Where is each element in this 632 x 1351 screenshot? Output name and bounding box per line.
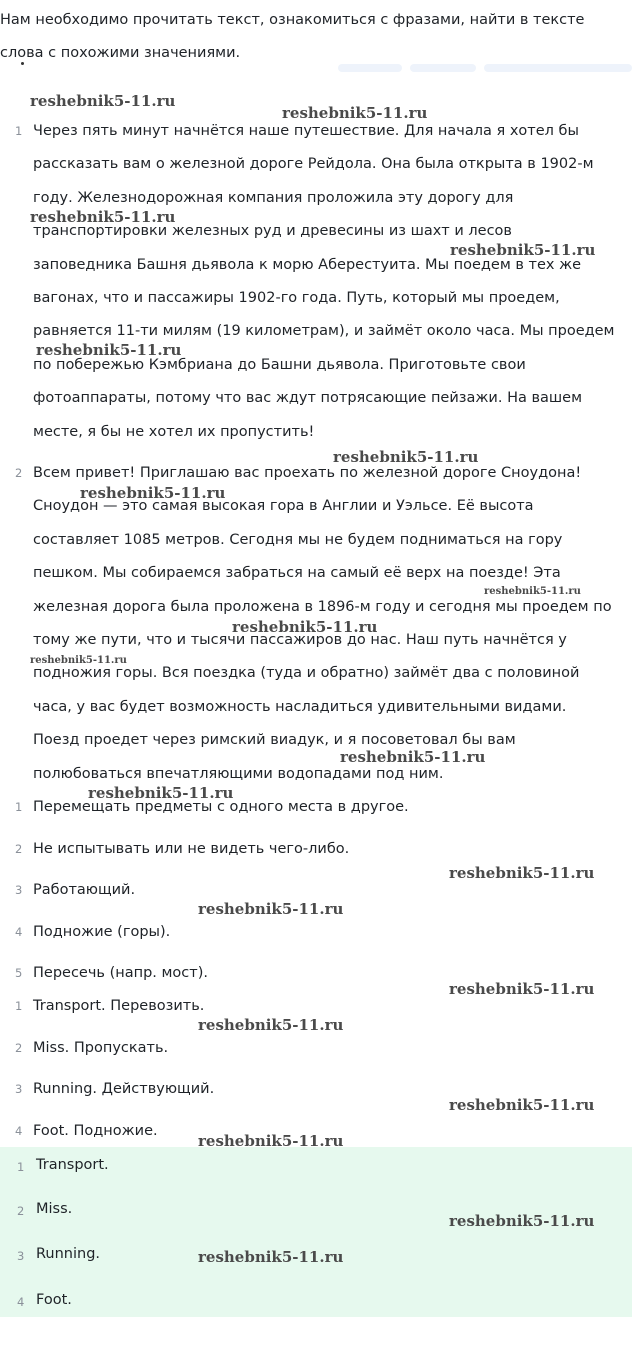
item-text: Работающий. <box>33 882 136 898</box>
watermark: reshebnik5-11.ru <box>333 448 479 466</box>
item-text: Transport. Перевозить. <box>33 998 205 1014</box>
item-number: 1 <box>15 800 23 814</box>
watermark: reshebnik5-11.ru <box>88 784 234 802</box>
item-number: 4 <box>15 1124 23 1138</box>
item-text: Подножие (горы). <box>33 924 171 940</box>
passage-number: 1 <box>15 124 23 138</box>
item-number: 1 <box>15 999 23 1013</box>
item-text: Miss. Пропускать. <box>33 1040 169 1056</box>
watermark: reshebnik5-11.ru <box>449 980 595 998</box>
task-instruction: Нам необходимо прочитать текст, ознакомиться с фразами, найти в тексте слова с похожими значениями. <box>0 12 585 61</box>
watermark: reshebnik5-11.ru <box>450 241 596 259</box>
watermark: reshebnik5-11.ru <box>449 864 595 882</box>
watermark: reshebnik5-11.ru <box>449 1096 595 1114</box>
watermark: reshebnik5-11.ru <box>282 104 428 122</box>
passage-text: Через пять минут начнётся наше путешествие. Для начала я хотел бы рассказать вам о железной дороге Рейдола. Она была открыта в 1902-м году. Железнодорожная компания проложила эту дорогу для транспортировки железных руд и древесины из шахт и лесов заповедника Башня дьявола к морю Аберестуита. Мы поедем в тех же вагонах, что и пассажиры 1902-го года. Путь, который мы проедем, равняется 11-ти милям (19 километрам), и займёт около часа. Мы проедем по побережью Кэмбриана до Башни дьявола. Приготовьте свои фотоаппараты, потому что вас ждут потрясающие пейзажи. На вашем месте, я бы не хотел их пропустить! <box>33 123 615 440</box>
item-text: Foot. Подножие. <box>33 1123 158 1139</box>
watermark: reshebnik5-11.ru <box>80 484 226 502</box>
bullet-dot <box>21 62 24 65</box>
item-text: Miss. <box>36 1201 73 1217</box>
watermark: reshebnik5-11.ru <box>198 1248 344 1266</box>
item-number: 2 <box>17 1204 25 1218</box>
passage-number: 2 <box>15 466 23 480</box>
item-number: 1 <box>17 1160 25 1174</box>
item-text: Running. <box>36 1246 101 1262</box>
watermark: reshebnik5-11.ru <box>36 341 182 359</box>
decor-bar <box>410 64 476 72</box>
watermark: reshebnik5-11.ru <box>232 618 378 636</box>
item-number: 5 <box>15 966 23 980</box>
item-number: 2 <box>15 842 23 856</box>
item-number: 3 <box>17 1249 25 1263</box>
item-text: Running. Действующий. <box>33 1081 215 1097</box>
decor-bar <box>484 64 632 72</box>
item-number: 3 <box>15 883 23 897</box>
item-number: 4 <box>15 925 23 939</box>
watermark: reshebnik5-11.ru <box>198 900 344 918</box>
watermark: reshebnik5-11.ru <box>198 1016 344 1034</box>
watermark: reshebnik5-11.ru <box>198 1132 344 1150</box>
watermark: reshebnik5-11.ru <box>449 1212 595 1230</box>
item-text: Не испытывать или не видеть чего-либо. <box>33 841 350 857</box>
item-number: 4 <box>17 1295 25 1309</box>
watermark: reshebnik5-11.ru <box>340 748 486 766</box>
passage-text: Всем привет! Приглашаю вас проехать по железной дороге Сноудона! Сноудон — это самая высокая гора в Англии и Уэльсе. Её высота составляет 1085 метров. Сегодня мы не будем подниматься на гору пешком. Мы собираемся забраться на самый её верх на поезде! Эта железная дорога была проложена в 1896-м году и сегодня мы проедем по тому же пути, что и тысячи пассажиров до нас. Наш путь начнётся у подножия горы. Вся поездка (туда и обратно) займёт два с половиной часа, у вас будет возможность насладиться удивительными видами. Поезд проедет через римский виадук, и я посоветовал бы вам полюбоваться впечатляющими водопадами под ним. <box>33 465 612 782</box>
watermark: reshebnik5-11.ru <box>484 586 581 597</box>
answers-block <box>0 1147 632 1317</box>
watermark: reshebnik5-11.ru <box>30 92 176 110</box>
decor-bar <box>338 64 402 72</box>
item-text: Пересечь (напр. мост). <box>33 965 208 981</box>
item-text: Transport. <box>36 1157 109 1173</box>
watermark: reshebnik5-11.ru <box>30 208 176 226</box>
item-number: 2 <box>15 1041 23 1055</box>
item-text: Foot. <box>36 1292 72 1308</box>
watermark: reshebnik5-11.ru <box>30 655 127 666</box>
item-number: 3 <box>15 1082 23 1096</box>
item-text: Перемещать предметы с одного места в другое. <box>33 799 409 815</box>
